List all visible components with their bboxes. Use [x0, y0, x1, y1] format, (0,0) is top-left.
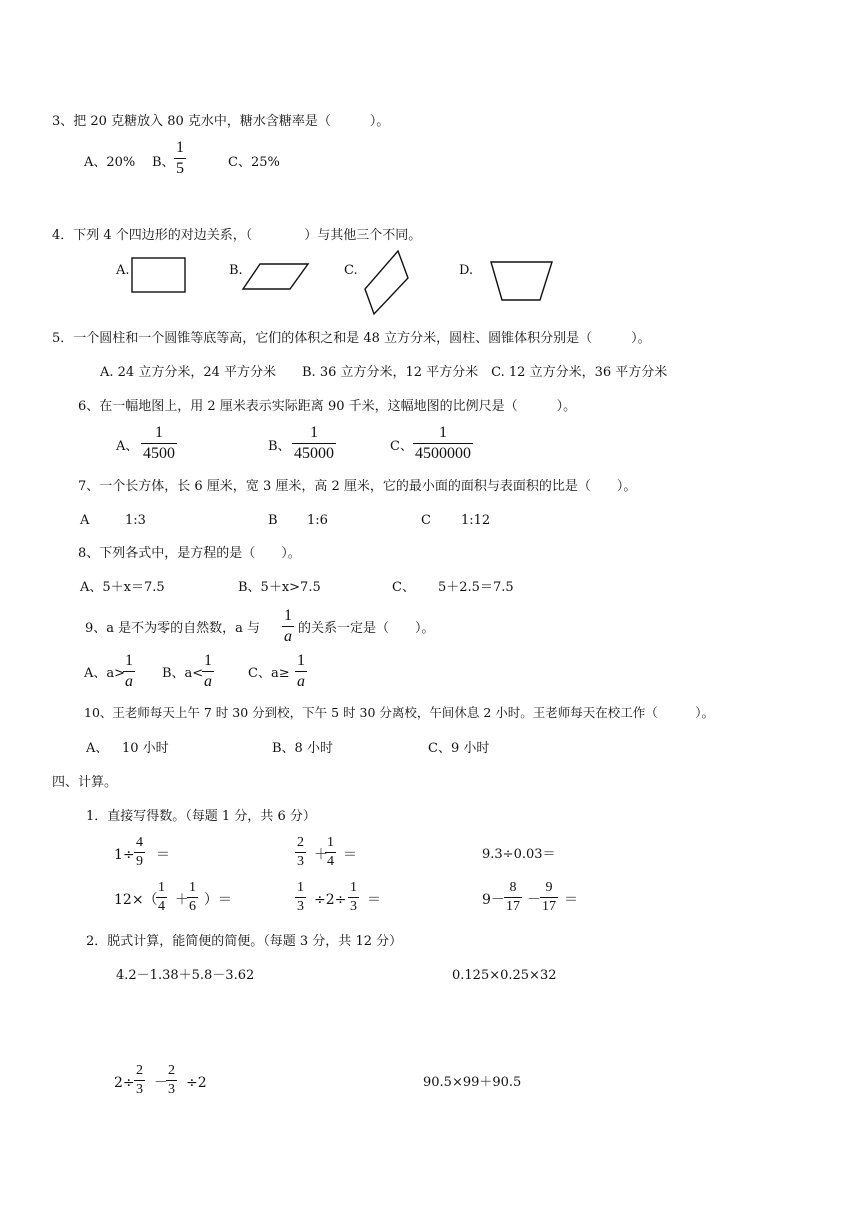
q7-option-b-value: 1:6 — [307, 513, 328, 528]
rhombus-icon — [360, 248, 412, 318]
part-2-title: 2．脱式计算，能简便的简便。（每题 3 分，共 12 分） — [86, 934, 403, 949]
q3-option-c: C、25% — [228, 155, 280, 170]
fraction-numerator: 1 — [155, 424, 163, 441]
calc1-e6-operator: － — [527, 892, 541, 908]
q5-stem: 5．一个圆柱和一个圆锥等底等高，它们的体积之和是 48 立方分米，圆柱、圆锥体积分别是（ ）。 — [52, 331, 651, 346]
fraction-numerator: 2 — [297, 835, 304, 850]
q6-option-c-fraction — [413, 425, 473, 462]
q3-option-b-fraction — [174, 140, 186, 177]
fraction-numerator: 1 — [327, 835, 334, 850]
fraction-denominator: 45000 — [294, 445, 334, 462]
q9-stem-prefix: 9、a 是不为零的自然数，a 与 — [85, 621, 261, 636]
q5-options: A. 24 立方分米，24 平方分米 B. 36 立方分米，12 平方分米 C. 12 立方分米，36 平方分米 — [100, 365, 668, 380]
q7-option-c-value: 1:12 — [461, 513, 491, 528]
rectangle-icon — [130, 256, 188, 296]
fraction-numerator: 1 — [350, 880, 357, 895]
q4-label-b: B. — [229, 263, 243, 278]
calc1-e4-fraction-1 — [156, 881, 167, 914]
fraction-denominator: 6 — [189, 899, 196, 914]
q3-option-a: A、20% — [84, 155, 136, 170]
part-1-title: 1．直接写得数。（每题 1 分，共 6 分） — [86, 809, 316, 824]
q8-option-a: A、5＋x＝7.5 — [80, 580, 165, 595]
calc1-e3: 9.3÷0.03＝ — [482, 847, 556, 862]
q8-option-c-prefix: C、 — [392, 580, 415, 595]
fraction-denominator: 3 — [136, 1082, 143, 1097]
calc1-e6-fraction-2 — [540, 881, 558, 914]
fraction-numerator: 9 — [545, 880, 553, 895]
q6-option-c-prefix: C、 — [390, 439, 413, 454]
fraction-numerator: 1 — [310, 424, 318, 441]
fraction-numerator: 2 — [136, 1063, 143, 1078]
calc2-e3-tail: ÷2 — [186, 1075, 207, 1091]
q6-option-a-fraction — [141, 425, 177, 462]
calc1-e1-equals: ＝ — [156, 847, 170, 863]
q9-option-a-prefix: A、a> — [84, 666, 126, 681]
q10-option-b: B、8 小时 — [272, 741, 333, 756]
fraction-numerator: 1 — [204, 652, 212, 669]
q9-stem-fraction — [282, 608, 294, 645]
fraction-numerator: 1 — [176, 139, 184, 156]
q6-option-a-prefix: A、 — [116, 439, 139, 454]
q8-option-c-value: 5＋2.5＝7.5 — [438, 580, 514, 595]
fraction-numerator: 1 — [439, 424, 447, 441]
q7-option-b-letter: B — [268, 513, 278, 528]
calc1-e6-lead: 9－ — [482, 892, 505, 908]
calc1-e2-operator: ＋ — [314, 847, 328, 863]
parallelogram-icon — [240, 260, 312, 294]
fraction-denominator: 9 — [136, 854, 143, 869]
calc2-e3-fraction-1 — [134, 1064, 145, 1097]
fraction-numerator: 2 — [168, 1063, 175, 1078]
q7-option-c-letter: C — [421, 513, 431, 528]
calc1-e5-equals: ＝ — [367, 892, 381, 908]
section-4-title: 四、计算。 — [52, 775, 118, 790]
calc2-e4: 90.5×99＋90.5 — [423, 1075, 522, 1090]
calc1-e1-fraction — [134, 836, 145, 869]
calc1-e2-fraction-2 — [325, 836, 336, 869]
calc1-e5-middle: ÷2÷ — [314, 892, 347, 908]
q9-option-b-fraction — [202, 653, 214, 690]
fraction-denominator: 3 — [297, 854, 304, 869]
q10-option-a-prefix: A、 — [86, 741, 109, 756]
calc1-e1-lead: 1÷ — [114, 847, 135, 863]
q7-option-a-value: 1:3 — [125, 513, 146, 528]
fraction-denominator: 3 — [350, 899, 357, 914]
q10-option-c: C、9 小时 — [428, 741, 490, 756]
calc1-e4-lead: 12×（ — [114, 892, 158, 908]
calc1-e2-fraction-1 — [295, 836, 306, 869]
calc1-e5-fraction-2 — [348, 881, 359, 914]
fraction-numerator: 1 — [284, 607, 292, 624]
fraction-numerator: 1 — [189, 880, 196, 895]
fraction-numerator: 1 — [297, 880, 304, 895]
calc2-e3-fraction-2 — [166, 1064, 177, 1097]
q10-option-a-value: 10 小时 — [122, 741, 169, 756]
fraction-denominator: 4 — [158, 899, 165, 914]
q4-stem: 4．下列 4 个四边形的对边关系，（ ）与其他三个不同。 — [52, 228, 422, 243]
calc2-e1: 4.2－1.38＋5.8－3.62 — [116, 968, 255, 983]
fraction-numerator: 1 — [125, 652, 133, 669]
fraction-denominator: 3 — [168, 1082, 175, 1097]
q3-stem: 3、把 20 克糖放入 80 克水中，糖水含糖率是（ ）。 — [52, 114, 390, 129]
q4-label-c: C. — [344, 263, 358, 278]
q3-option-b-prefix: B、 — [152, 155, 175, 170]
q6-option-b-fraction — [292, 425, 336, 462]
fraction-denominator: 4500000 — [415, 445, 471, 462]
calc1-e6-equals: ＝ — [564, 892, 578, 908]
calc1-e5-fraction-1 — [295, 881, 306, 914]
q7-stem: 7、一个长方体，长 6 厘米，宽 3 厘米，高 2 厘米，它的最小面的面积与表面积的比是（ ）。 — [78, 479, 637, 494]
calc1-e6-fraction-1 — [504, 881, 522, 914]
q10-stem: 10、王老师每天上午 7 时 30 分到校，下午 5 时 30 分离校，午间休息 2 小时。王老师每天在校工作（ ）。 — [84, 705, 715, 720]
q6-option-b-prefix: B、 — [268, 439, 291, 454]
q8-option-b: B、5＋x>7.5 — [238, 580, 321, 595]
q7-option-a-letter: A — [80, 513, 90, 528]
fraction-denominator: a — [284, 628, 292, 645]
calc1-e2-equals: ＝ — [343, 847, 357, 863]
fraction-numerator: 4 — [136, 835, 143, 850]
q8-stem: 8、下列各式中，是方程的是（ ）。 — [78, 546, 301, 561]
q9-option-b-prefix: B、a< — [162, 666, 204, 681]
fraction-denominator: 4500 — [143, 445, 175, 462]
calc1-e4-fraction-2 — [187, 881, 198, 914]
calc2-e3-operator: － — [154, 1075, 168, 1091]
calc1-e4-operator: ＋ — [175, 892, 189, 908]
fraction-numerator: 1 — [158, 880, 165, 895]
calc1-e4-tail: ）＝ — [204, 892, 232, 908]
q9-stem-suffix: 的关系一定是（ ）。 — [298, 621, 435, 636]
fraction-denominator: 17 — [542, 899, 556, 914]
fraction-denominator: a — [204, 673, 212, 690]
fraction-denominator: a — [125, 673, 133, 690]
fraction-numerator: 8 — [509, 880, 517, 895]
q6-stem: 6、在一幅地图上，用 2 厘米表示实际距离 90 千米，这幅地图的比例尺是（ ）。 — [78, 399, 577, 414]
calc2-e3-lead: 2÷ — [114, 1075, 135, 1091]
calc2-e2: 0.125×0.25×32 — [452, 968, 557, 983]
q4-label-a: A. — [116, 263, 130, 278]
q9-option-a-fraction — [123, 653, 135, 690]
fraction-denominator: 17 — [506, 899, 520, 914]
q9-option-c-fraction — [295, 653, 307, 690]
fraction-denominator: 4 — [327, 854, 334, 869]
fraction-denominator: 3 — [297, 899, 304, 914]
q4-label-d: D. — [459, 263, 474, 278]
trapezoid-icon — [488, 258, 556, 304]
fraction-numerator: 1 — [297, 652, 305, 669]
q9-option-c-prefix: C、a≥ — [248, 666, 290, 681]
fraction-denominator: a — [297, 673, 305, 690]
fraction-denominator: 5 — [176, 160, 184, 177]
